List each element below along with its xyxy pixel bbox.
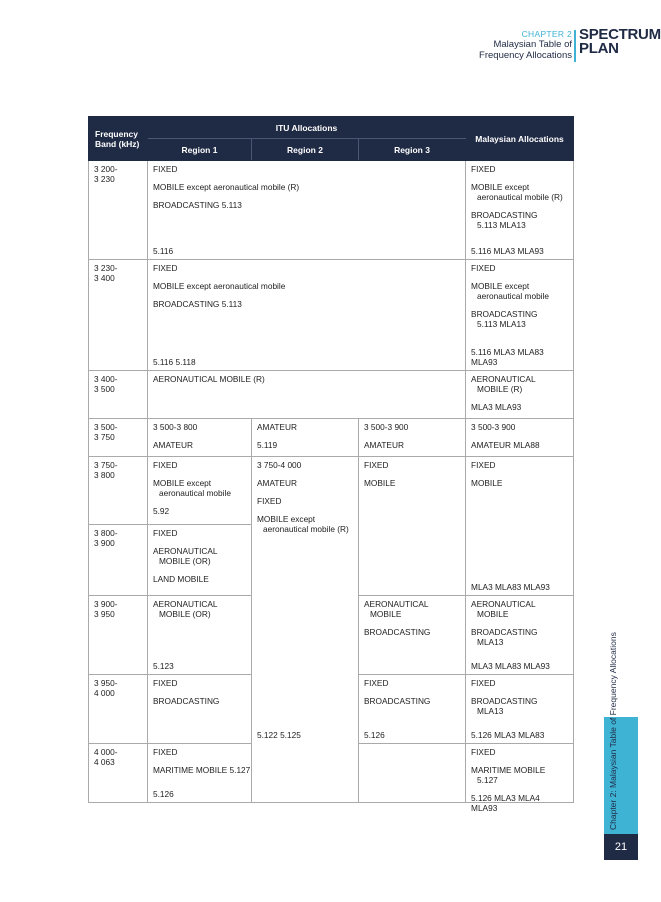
allocation-text: BROADCASTING 5.113 <box>153 199 242 210</box>
footnote-text: 5.122 5.125 <box>257 730 301 741</box>
allocation-text: BROADCASTING <box>471 308 538 319</box>
band-cell <box>89 457 148 525</box>
table-row <box>89 419 574 457</box>
malaysian-cell <box>466 260 574 371</box>
brand-line2: PLAN <box>579 40 619 57</box>
band-cell <box>89 371 148 419</box>
band-from: 3 950- <box>94 678 118 688</box>
allocation-text: FIXED <box>153 528 178 539</box>
allocation-text: FIXED <box>257 495 282 506</box>
frequency-allocation-table <box>88 116 574 813</box>
allocation-text: FIXED <box>364 460 389 470</box>
footnote-text: 5.126 <box>153 789 174 800</box>
header-itu-allocations: ITU Allocations <box>148 117 466 139</box>
allocation-text: AERONAUTICAL MOBILE (R) <box>153 374 265 384</box>
band-from: 3 500- <box>94 422 118 432</box>
allocation-text: FIXED <box>471 678 496 688</box>
band-to: 3 750 <box>94 431 115 442</box>
allocation-text: aeronautical mobile (R) <box>263 523 349 534</box>
band-to: 4 063 <box>94 756 115 767</box>
allocation-text: MOBILE except <box>153 477 212 488</box>
band-to: 3 900 <box>94 538 115 549</box>
malaysian-cell <box>466 419 574 457</box>
band-from: 3 200- <box>94 164 118 174</box>
itu-cell <box>148 161 466 260</box>
allocation-text: AMATEUR MLA88 <box>471 439 540 450</box>
allocation-text: MOBILE (R) <box>477 383 523 394</box>
malaysian-cell <box>466 675 574 744</box>
allocation-text: 3 750-4 000 <box>257 460 302 470</box>
malaysian-cell <box>466 457 574 596</box>
page-number: 21 <box>604 834 638 860</box>
band-cell <box>89 260 148 371</box>
allocation-text: FIXED <box>471 263 496 273</box>
allocation-text: FIXED <box>471 747 496 757</box>
allocation-text: 5.113 MLA13 <box>477 318 526 329</box>
region1-cell <box>148 675 252 744</box>
allocation-text: BROADCASTING <box>364 626 431 637</box>
band-from: 3 900- <box>94 599 118 609</box>
footnote-text: 5.126 <box>364 730 385 741</box>
allocation-text: AERONAUTICAL <box>153 546 218 557</box>
band-cell <box>89 161 148 260</box>
malaysian-cell <box>466 161 574 260</box>
brand-line1: SPECTRUM <box>579 26 661 43</box>
band-cell <box>89 675 148 744</box>
allocation-text: LAND MOBILE <box>153 574 209 585</box>
band-to: 4 000 <box>94 687 115 698</box>
table-row <box>89 260 574 371</box>
allocation-text: 3 500-3 800 <box>153 422 198 432</box>
footnote-text: 5.116 <box>153 246 174 257</box>
allocation-text: MOBILE except <box>257 513 316 524</box>
chapter-header <box>479 30 572 62</box>
allocation-text: FIXED <box>364 678 389 688</box>
band-cell <box>89 419 148 457</box>
allocation-text: MOBILE except <box>471 280 530 291</box>
itu-cell <box>148 371 466 419</box>
band-to: 3 400 <box>94 272 115 283</box>
brand-logo <box>579 28 661 56</box>
allocation-text: AMATEUR <box>364 439 404 450</box>
allocation-text: FIXED <box>471 164 496 174</box>
band-from: 3 400- <box>94 374 118 384</box>
allocation-text: MOBILE except aeronautical mobile (R) <box>153 181 300 192</box>
footnote-text: MLA93 <box>471 802 498 813</box>
region1-cell <box>148 596 252 675</box>
allocation-text: 3 500-3 900 <box>471 422 516 432</box>
region3-cell <box>359 457 466 596</box>
allocation-text: MOBILE except aeronautical mobile <box>153 280 286 291</box>
footnote-text: 5.116 5.118 <box>153 357 196 368</box>
header-region-1: Region 1 <box>148 139 252 161</box>
allocation-text: MOBILE <box>477 608 509 619</box>
allocation-text: MOBILE <box>364 477 396 488</box>
footnote-text: 5.116 MLA3 MLA93 <box>471 246 544 257</box>
band-from: 3 750- <box>94 460 118 470</box>
band-to: 3 950 <box>94 608 115 619</box>
allocation-text: aeronautical mobile (R) <box>477 191 563 202</box>
footnote-text: 5.119 <box>257 439 278 450</box>
allocation-text: MARITIME MOBILE 5.127 <box>153 764 251 775</box>
region3-cell <box>359 675 466 744</box>
allocation-text: FIXED <box>153 678 178 688</box>
malaysian-cell <box>466 596 574 675</box>
band-to: 3 230 <box>94 173 115 184</box>
table-row <box>89 371 574 419</box>
footnote-text: MLA3 MLA93 <box>471 401 522 412</box>
region1-cell <box>148 457 252 525</box>
table-row <box>89 744 574 803</box>
allocation-text: FIXED <box>153 747 178 757</box>
footnote-text: 5.123 <box>153 661 174 672</box>
malaysian-cell <box>466 371 574 419</box>
allocation-text: AERONAUTICAL <box>364 599 429 609</box>
header-frequency-band: Frequency Band (kHz) <box>89 117 148 161</box>
allocation-text: 5.113 MLA13 <box>477 219 526 230</box>
allocation-text: AERONAUTICAL <box>471 374 536 384</box>
allocation-text: AMATEUR <box>257 477 297 488</box>
region1-cell <box>148 525 252 596</box>
band-cell <box>89 525 148 596</box>
allocation-text: BROADCASTING <box>471 626 538 637</box>
allocation-text: FIXED <box>153 164 178 174</box>
footnote-text: MLA3 MLA83 MLA93 <box>471 582 550 593</box>
band-to: 3 800 <box>94 469 115 480</box>
allocation-text: MARITIME MOBILE <box>471 764 546 775</box>
footnote-text: 5.92 <box>153 505 170 516</box>
header-malaysian-allocations: Malaysian Allocations <box>466 117 574 161</box>
footnote-text: 5.126 MLA3 MLA4 <box>471 792 540 803</box>
allocation-text: BROADCASTING <box>153 695 220 706</box>
allocation-text: BROADCASTING <box>471 209 538 220</box>
allocation-text: AERONAUTICAL <box>153 599 218 609</box>
allocation-text: BROADCASTING 5.113 <box>153 298 242 309</box>
footnote-text: 5.116 MLA3 MLA83 <box>471 347 544 358</box>
allocation-text: MOBILE <box>370 608 402 619</box>
region3-cell <box>359 419 466 457</box>
allocation-text: aeronautical mobile <box>477 290 549 301</box>
side-tab-label: Chapter 2: Malaysian Table of Frequency Allocations <box>608 632 618 830</box>
allocation-text: AERONAUTICAL <box>471 599 536 609</box>
band-from: 4 000- <box>94 747 118 757</box>
band-from: 3 230- <box>94 263 118 273</box>
band-to: 3 500 <box>94 383 115 394</box>
allocation-text: MLA13 <box>477 705 504 716</box>
itu-cell <box>148 744 466 803</box>
chapter-title-line1: Malaysian Table of <box>493 38 572 50</box>
footnote-text: 5.126 MLA3 MLA83 <box>471 730 545 741</box>
footnote-text: MLA3 MLA83 MLA93 <box>471 661 550 672</box>
allocation-text: MOBILE (OR) <box>159 556 211 567</box>
allocation-text: FIXED <box>153 460 178 470</box>
header-region-2: Region 2 <box>252 139 359 161</box>
allocation-text: aeronautical mobile <box>159 487 231 498</box>
region3-cell <box>359 596 466 675</box>
header-divider <box>574 30 576 62</box>
allocation-text: MOBILE except <box>471 181 530 192</box>
chapter-label: CHAPTER 2 <box>521 29 572 39</box>
allocation-text: AMATEUR <box>153 439 193 450</box>
itu-cell <box>148 260 466 371</box>
allocation-text: BROADCASTING <box>471 695 538 706</box>
allocation-text: 3 500-3 900 <box>364 422 409 432</box>
region1-cell <box>148 419 252 457</box>
side-tab-text <box>604 632 638 834</box>
table-row <box>89 457 574 525</box>
header-region-3: Region 3 <box>359 139 466 161</box>
allocation-text: FIXED <box>153 263 178 273</box>
footnote-text: MLA93 <box>471 357 498 368</box>
allocation-text: MOBILE (OR) <box>159 608 211 619</box>
table-row <box>89 161 574 260</box>
band-from: 3 800- <box>94 528 118 539</box>
allocation-text: FIXED <box>471 460 496 470</box>
allocation-text: MLA13 <box>477 636 504 647</box>
allocation-text: AMATEUR <box>257 422 297 432</box>
band-cell <box>89 744 148 803</box>
allocation-text: 5.127 <box>477 774 498 785</box>
chapter-title-line2: Frequency Allocations <box>479 49 572 61</box>
band-cell <box>89 596 148 675</box>
allocation-text: MOBILE <box>471 477 503 488</box>
allocation-text: BROADCASTING <box>364 695 431 706</box>
malaysian-cell <box>466 744 574 813</box>
region2-cell <box>252 419 359 457</box>
